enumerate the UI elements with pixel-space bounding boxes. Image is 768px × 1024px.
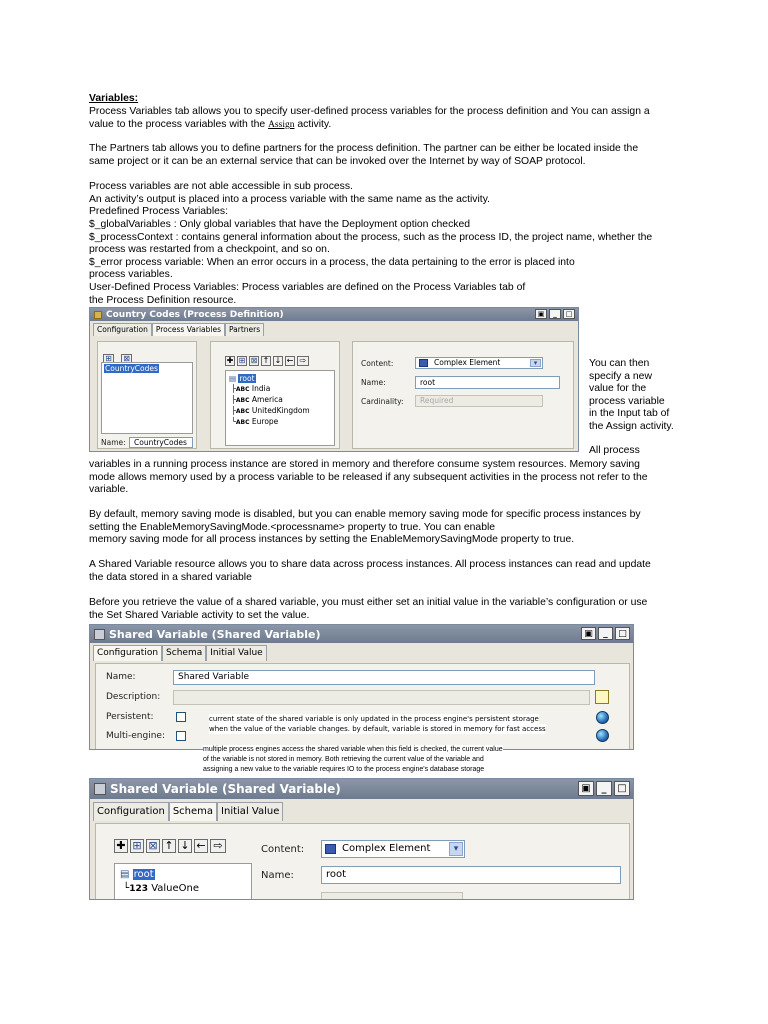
element-icon: ▤ [120,869,130,880]
move-right-icon[interactable]: ⇨ [297,356,309,366]
side-line: process variable [589,395,665,407]
assign-link[interactable]: Assign [268,120,295,130]
cardinality-select[interactable] [321,892,463,900]
paragraph-line: Process variables are not able accessible in sub process. [89,181,353,192]
globe-icon[interactable] [596,711,609,724]
element-name-field[interactable]: root [415,376,560,389]
description-label: Description: [106,692,161,702]
add-element-icon[interactable]: ⊞ [130,839,144,853]
move-down-icon[interactable]: ↓ [274,356,282,365]
side-line: the Assign activity. [589,420,674,432]
shared-variable-icon [94,783,106,795]
tree-node[interactable]: America [251,395,283,404]
tree-node[interactable]: Europe [251,417,279,426]
multi-engine-checkbox[interactable] [176,731,186,741]
content-label: Content: [261,844,305,855]
tab-initial-value[interactable]: Initial Value [217,802,283,821]
variable-name-field[interactable]: Shared Variable [173,670,595,685]
delete-variable-icon[interactable]: ⊠ [121,354,132,364]
side-line: All process [589,445,640,456]
schema-tree[interactable]: ▤ root └123 ValueOne [114,863,252,900]
schema-panel [95,823,630,900]
tab-configuration[interactable]: Configuration [93,645,162,661]
delete-element-icon[interactable]: ⊠ [250,356,258,365]
content-value: Complex Element [342,843,431,854]
paragraph-line: User-Defined Process Variables: Process variables are defined on the Process Variables tab of [89,282,526,293]
paragraph-line: A Shared Variable resource allows you to share data across process instances. All process instances can read and update [89,559,651,570]
name-label: Name: [261,870,294,881]
paragraph-line: variable. [89,484,129,495]
description-field[interactable] [173,690,590,705]
restore-icon[interactable]: ▣ [581,627,596,640]
configuration-panel [95,663,630,750]
name-label: Name: [101,438,126,447]
side-note [589,358,689,458]
tab-schema[interactable]: Schema [169,802,217,821]
restore-icon[interactable]: ▣ [535,309,547,319]
list-item[interactable]: CountryCodes [105,364,158,373]
schema-tree-panel [210,341,340,449]
complex-element-icon [419,359,428,367]
shared-variable-window [89,624,634,750]
chevron-down-icon[interactable]: ▾ [449,842,463,856]
annotation-text: multiple process engines access the shared variable when this field is checked, the current value [203,746,503,753]
variable-list[interactable] [101,362,193,434]
add-variable-icon[interactable]: ⊞ [103,354,114,364]
tab-configuration[interactable]: Configuration [93,802,169,821]
window-titlebar [90,308,578,321]
paragraph-line: An activity’s output is placed into a process variable with the same name as the activity. [89,194,491,205]
paragraph-line: Process Variables tab allows you to specify user-defined process variables for the process definition and You can assign a [89,106,650,117]
annotation-text: when the value of the variable changes. by default, variable is stored in memory for fast access [209,725,546,733]
paragraph-line: process variables. [89,269,173,280]
tree-node[interactable]: UnitedKingdom [251,406,310,415]
window-title: Shared Variable (Shared Variable) [109,627,321,641]
add-child-icon[interactable]: ✚ [226,356,234,365]
paragraph-line: the data stored in a shared variable [89,572,252,583]
paragraph-line: the Set Shared Variable activity to set the value. [89,610,310,621]
tab-partners[interactable]: Partners [225,323,264,336]
paragraph-line: same project or it can be an external service that can be invoked over the Internet by way of SOAP protocol. [89,156,586,167]
shared-variable-schema-window [89,778,634,900]
paragraph-line: process was restarted from a checkpoint, and so on. [89,244,330,255]
restore-icon[interactable]: ▣ [578,781,594,796]
text-span: activity. [297,119,332,130]
paragraph-line: $_error process variable: When an error occurs in a process, the data pertaining to the error is placed into [89,257,575,268]
schema-tree[interactable]: ▤ root ├ABC India ├ABC America ├ABC UnitedKingdom └ABC Europe [225,370,335,446]
tree-root[interactable]: root [133,869,154,880]
paragraph-line: mode allows memory used by a process variable to be released if any subsequent activities in the process not refer to the [89,472,648,483]
paragraph-line: Before you retrieve the value of a shared variable, you must either set an initial value in the variable’s configuration or use [89,597,648,608]
text-span: value to the process variables with the [89,119,266,130]
persistent-checkbox[interactable] [176,712,186,722]
properties-panel [352,341,574,449]
multi-engine-label: Multi-engine: [106,731,165,741]
delete-element-icon[interactable]: ⊠ [146,839,160,853]
add-child-icon[interactable]: ✚ [114,839,128,853]
process-icon [94,311,102,319]
name-label: Name: [106,672,136,682]
paragraph-line: Predefined Process Variables: [89,206,228,217]
tab-bar [90,321,578,336]
maximize-icon[interactable]: □ [614,781,630,796]
persistent-label: Persistent: [106,712,154,722]
tab-configuration[interactable]: Configuration [93,323,152,336]
content-value: Complex Element [434,358,501,367]
annotation-text: assigning a new value to the variable requires IO to the process engine's database storage [203,766,485,773]
content-select[interactable] [321,840,465,858]
globe-icon[interactable] [596,729,609,742]
paragraph-line: $_globalVariables : Only global variables that have the Deployment option checked [89,219,471,230]
tree-node[interactable]: India [251,384,271,393]
side-line: You can then [589,358,650,369]
window-title: Shared Variable (Shared Variable) [110,782,341,796]
side-line: specify a new [589,370,652,382]
annotation-text: current state of the shared variable is only updated in the process engine's persistent storage [209,715,539,723]
move-up-icon[interactable]: ↑ [162,839,176,853]
window-titlebar [90,625,633,643]
move-right-icon[interactable]: ⇨ [210,839,226,853]
tab-process-variables[interactable]: Process Variables [152,323,225,336]
cardinality-select[interactable]: Required [415,395,543,407]
move-down-icon[interactable]: ↓ [178,839,192,853]
side-line: in the Input tab of [589,408,670,419]
edit-pencil-icon[interactable] [595,690,609,704]
tree-root[interactable]: root [239,374,255,383]
window-titlebar [90,779,633,799]
shared-variable-icon [94,629,105,640]
content-select[interactable] [415,357,543,369]
paragraph-line: setting the EnableMemorySavingMode.<processname> property to true. You can enable [89,522,496,533]
paragraph-line: memory saving mode for all process instances by setting the EnableMemorySavingMode property to true. [89,534,575,545]
paragraph-line: variables in a running process instance are stored in memory and therefore consume system resources. Memory saving [89,459,640,470]
complex-element-icon [325,844,336,854]
maximize-icon[interactable]: □ [563,309,575,319]
minimize-icon[interactable]: _ [596,781,612,796]
paragraph-line: By default, memory saving mode is disabled, but you can enable memory saving mode for specific process instances by [89,509,641,520]
chevron-down-icon[interactable]: ▾ [530,359,541,367]
tab-initial-value[interactable]: Initial Value [206,645,266,661]
side-line: value for the [589,383,647,394]
tab-bar [90,643,633,661]
move-left-icon[interactable]: ← [286,356,294,365]
paragraph-line: $_processContext : contains general information about the process, such as the process ID, the project name, whether the [89,232,653,243]
element-name-field[interactable]: root [321,866,621,884]
cardinality-label: Cardinality: [361,397,404,406]
window-title: Country Codes (Process Definition) [106,309,284,320]
tab-bar [90,799,633,821]
paragraph-line [89,119,679,132]
process-definition-window [89,307,579,452]
maximize-icon[interactable]: □ [615,627,630,640]
tree-node[interactable]: ValueOne [151,883,200,894]
move-up-icon[interactable]: ↑ [262,356,270,365]
annotation-text: of the variable is not stored in memory. Both retrieving the current value of the variable and [203,756,484,763]
paragraph-line: the Process Definition resource. [89,295,237,306]
variable-name-field[interactable]: CountryCodes [129,437,193,448]
move-left-icon[interactable]: ← [194,839,208,853]
minimize-icon[interactable]: _ [549,309,561,319]
section-heading: Variables: [89,93,139,104]
paragraph-line: The Partners tab allows you to define partners for the process definition. The partner can be either be located inside the [89,143,639,154]
name-label: Name: [361,378,386,387]
variable-list-panel [97,341,197,449]
content-label: Content: [361,359,394,368]
minimize-icon[interactable]: _ [598,627,613,640]
add-element-icon[interactable]: ⊞ [238,356,246,365]
tab-schema[interactable]: Schema [162,645,206,661]
element-icon: ▤ [229,374,237,383]
